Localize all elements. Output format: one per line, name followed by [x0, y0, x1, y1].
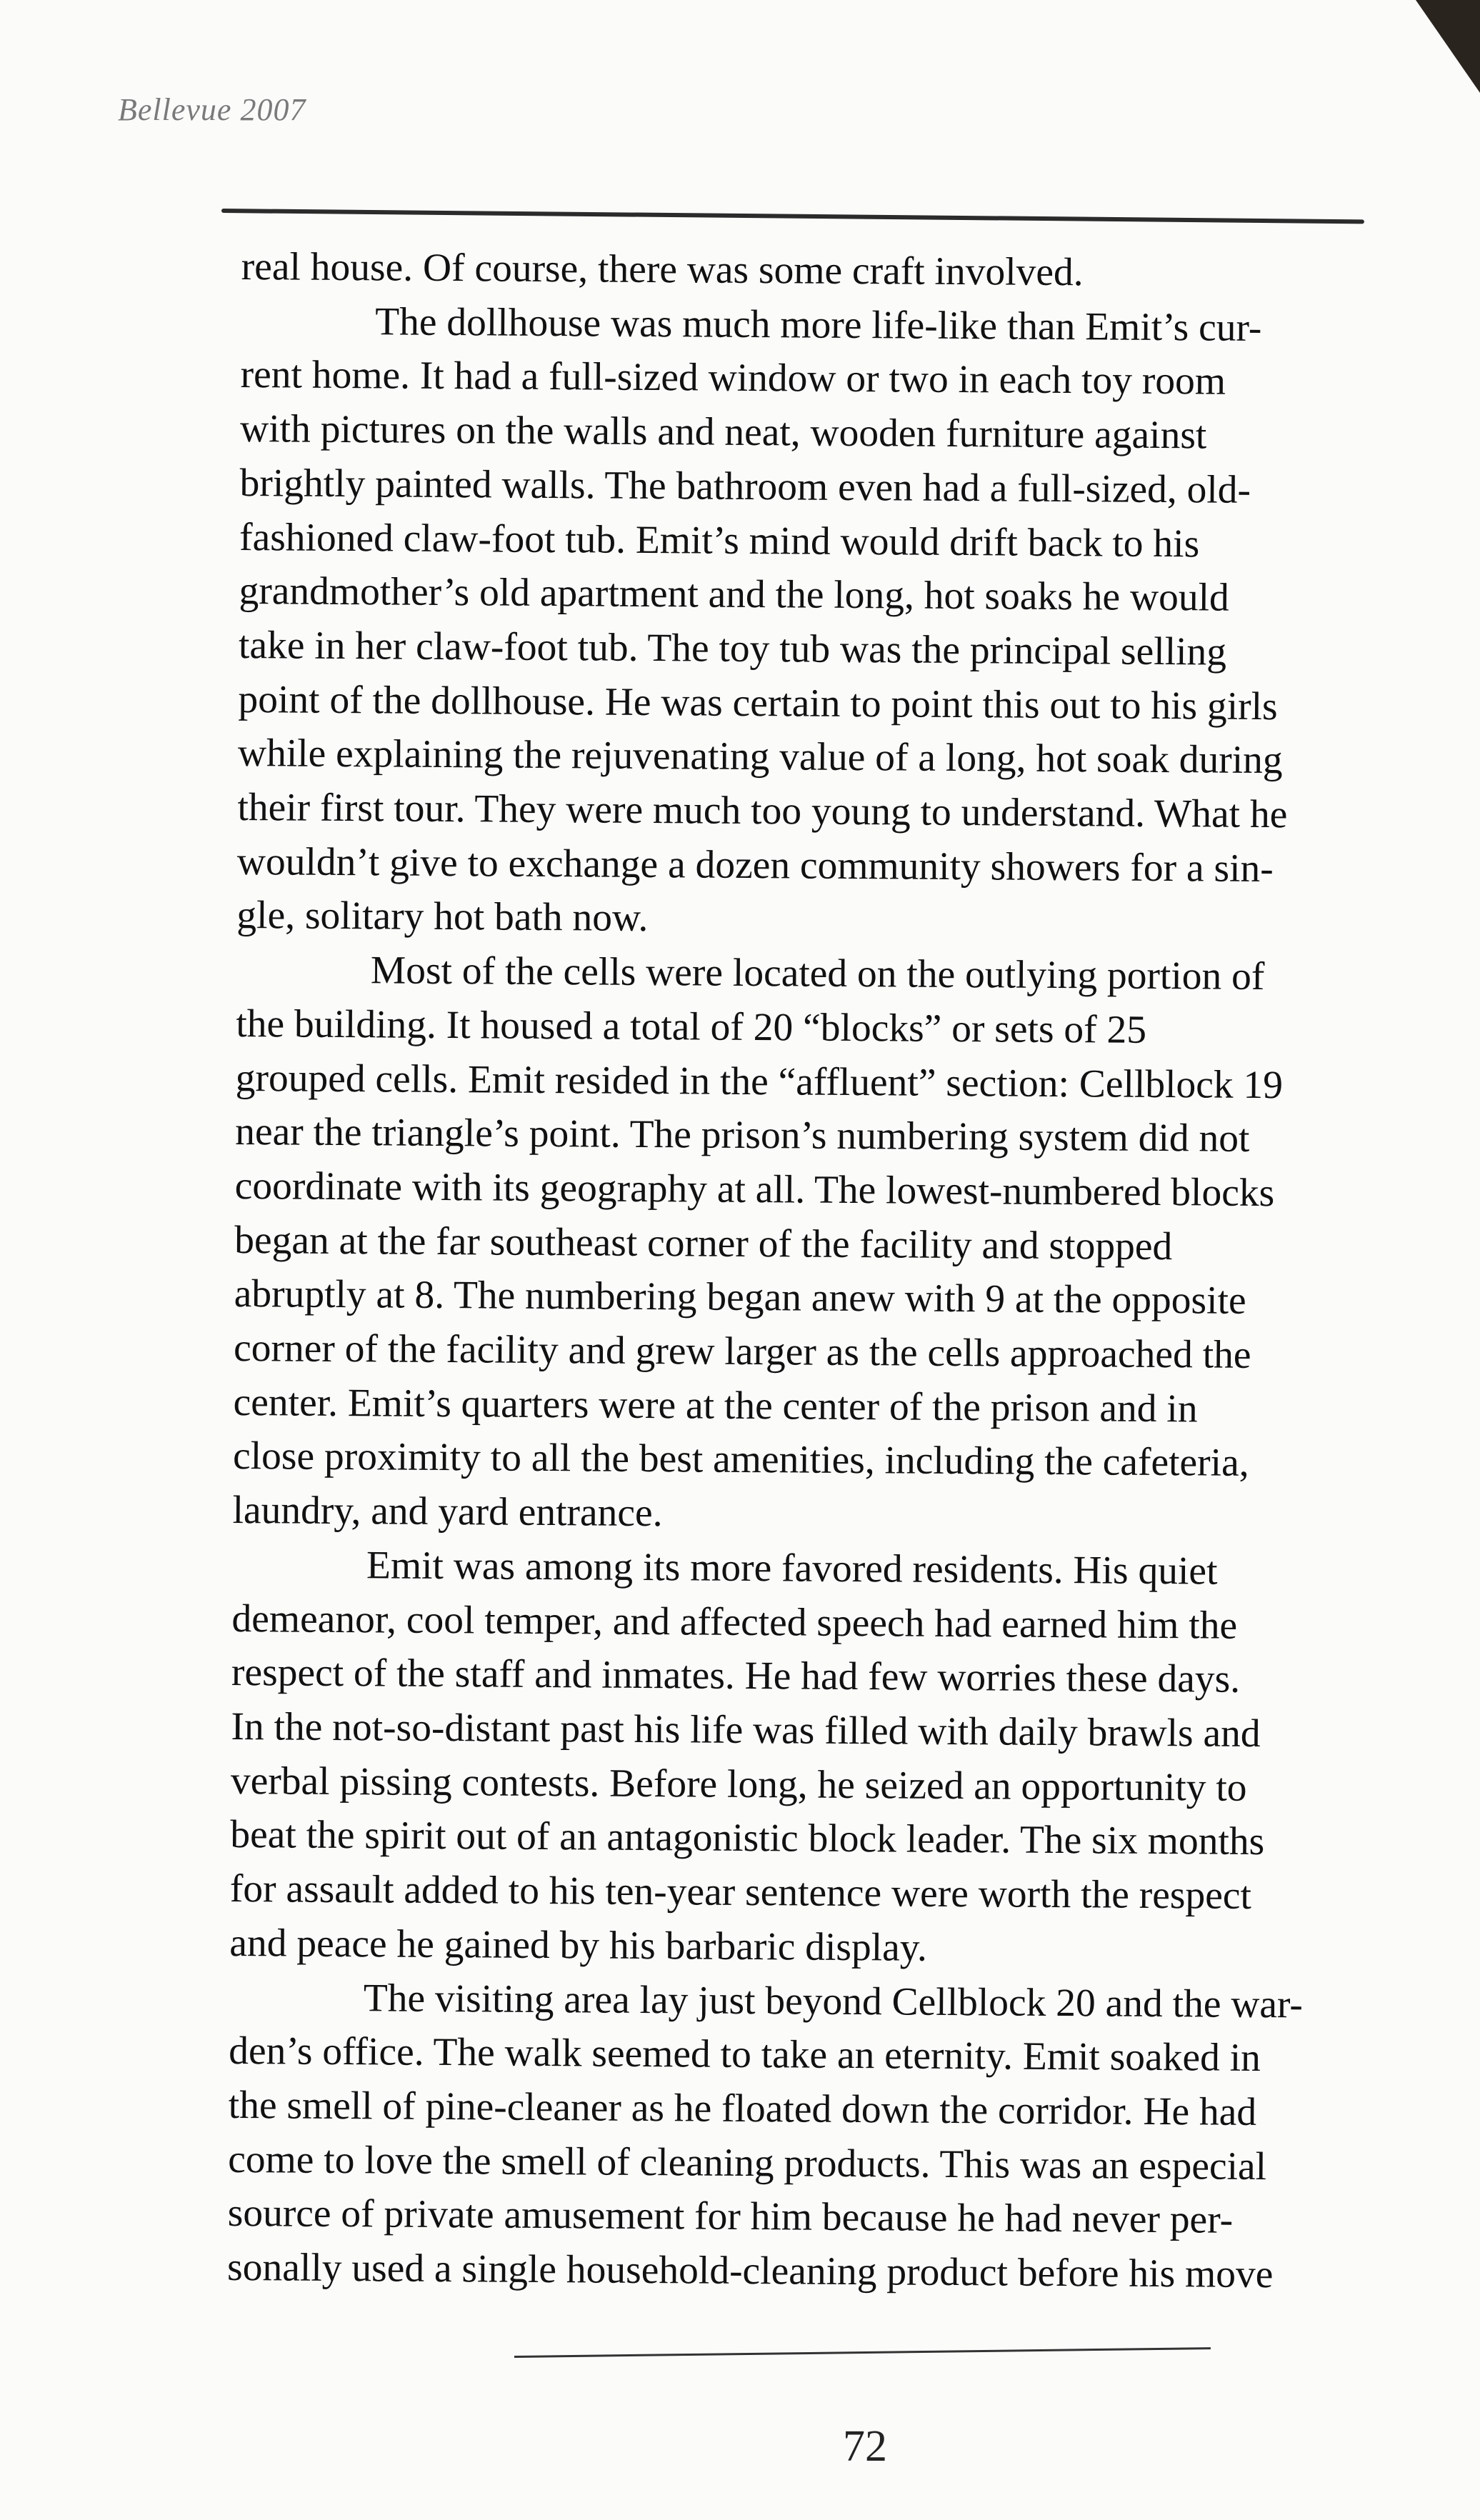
body-text	[227, 240, 1413, 2303]
text-line: beat the spirit out of an antagonistic block leader. The six months	[230, 1813, 1265, 1864]
text-line: for assault added to his ten-year sentence were worth the respect	[229, 1867, 1252, 1919]
text-line: The visiting area lay just beyond Cellblock 20 and the war-	[363, 1976, 1304, 2026]
footer-rule	[514, 2347, 1211, 2358]
text-line: abruptly at 8. The numbering began anew with 9 at the opposite	[234, 1272, 1246, 1324]
text-line: grouped cells. Emit resided in the “affluent” section: Cellblock 19	[235, 1056, 1284, 1107]
text-line: began at the far southeast corner of the facility and stopped	[234, 1218, 1173, 1269]
text-line: point of the dollhouse. He was certain to point this out to his girls	[238, 677, 1278, 729]
text-line: source of private amusement for him because he had never per-	[227, 2191, 1234, 2243]
text-line: brightly painted walls. The bathroom even had a full-sized, old-	[239, 461, 1251, 512]
text-line: close proximity to all the best amenities, including the cafeteria,	[232, 1434, 1249, 1486]
page-corner-shadow	[1416, 0, 1480, 93]
text-line: near the triangle’s point. The prison’s numbering system did not	[235, 1110, 1250, 1161]
text-line: coordinate with its geography at all. The lowest-numbered blocks	[234, 1164, 1275, 1216]
text-line: laundry, and yard entrance.	[232, 1489, 663, 1536]
text-line: their first tour. They were much too young to understand. What he	[237, 786, 1288, 837]
text-line: verbal pissing contests. Before long, he seized an opportunity to	[230, 1759, 1247, 1810]
text-line: In the not-so-distant past his life was filled with daily brawls and	[231, 1704, 1261, 1756]
text-line: demeanor, cool temper, and affected speech had earned him the	[231, 1596, 1238, 1648]
text-line: center. Emit’s quarters were at the center of the prison and in	[233, 1380, 1198, 1431]
text-line: sonally used a single household-cleaning product before his move	[226, 2245, 1274, 2297]
running-head: Bellevue 2007	[118, 92, 306, 127]
text-line: while explaining the rejuvenating value of a long, hot soak during	[237, 731, 1283, 783]
text-line: den’s office. The walk seemed to take an eternity. Emit soaked in	[229, 2029, 1261, 2081]
text-line: The dollhouse was much more life-like than Emit’s cur-	[374, 300, 1262, 350]
page-number: 72	[843, 2422, 887, 2471]
text-line: and peace he gained by his barbaric display.	[229, 1921, 928, 1970]
text-line: wouldn’t give to exchange a dozen community showers for a sin-	[236, 839, 1274, 891]
text-line: respect of the staff and inmates. He had few worries these days.	[231, 1651, 1241, 1702]
text-line: the building. It housed a total of 20 “blocks” or sets of 25	[236, 1001, 1147, 1052]
text-line: come to love the smell of cleaning products. This was an especial	[228, 2137, 1267, 2189]
text-line: the smell of pine-cleaner as he floated down the corridor. He had	[228, 2083, 1257, 2134]
text-line: fashioned claw-foot tub. Emit’s mind would drift back to his	[239, 515, 1200, 566]
text-line: take in her claw-foot tub. The toy tub was the principal selling	[238, 623, 1227, 674]
text-line: grandmother’s old apartment and the long, hot soaks he would	[239, 569, 1229, 620]
header-rule	[221, 209, 1364, 224]
text-line: Most of the cells were located on the outlying portion of	[370, 949, 1265, 999]
text-line: with pictures on the walls and neat, wooden furniture against	[239, 407, 1207, 458]
text-line: Emit was among its more favored residents. His quiet	[366, 1544, 1218, 1594]
text-line: rent home. It had a full-sized window or two in each toy room	[240, 353, 1226, 404]
text-line: real house. Of course, there was some craft involved.	[241, 244, 1084, 295]
text-line: gle, solitary hot bath now.	[236, 894, 649, 941]
text-line: corner of the facility and grew larger as the cells approached the	[233, 1326, 1251, 1377]
